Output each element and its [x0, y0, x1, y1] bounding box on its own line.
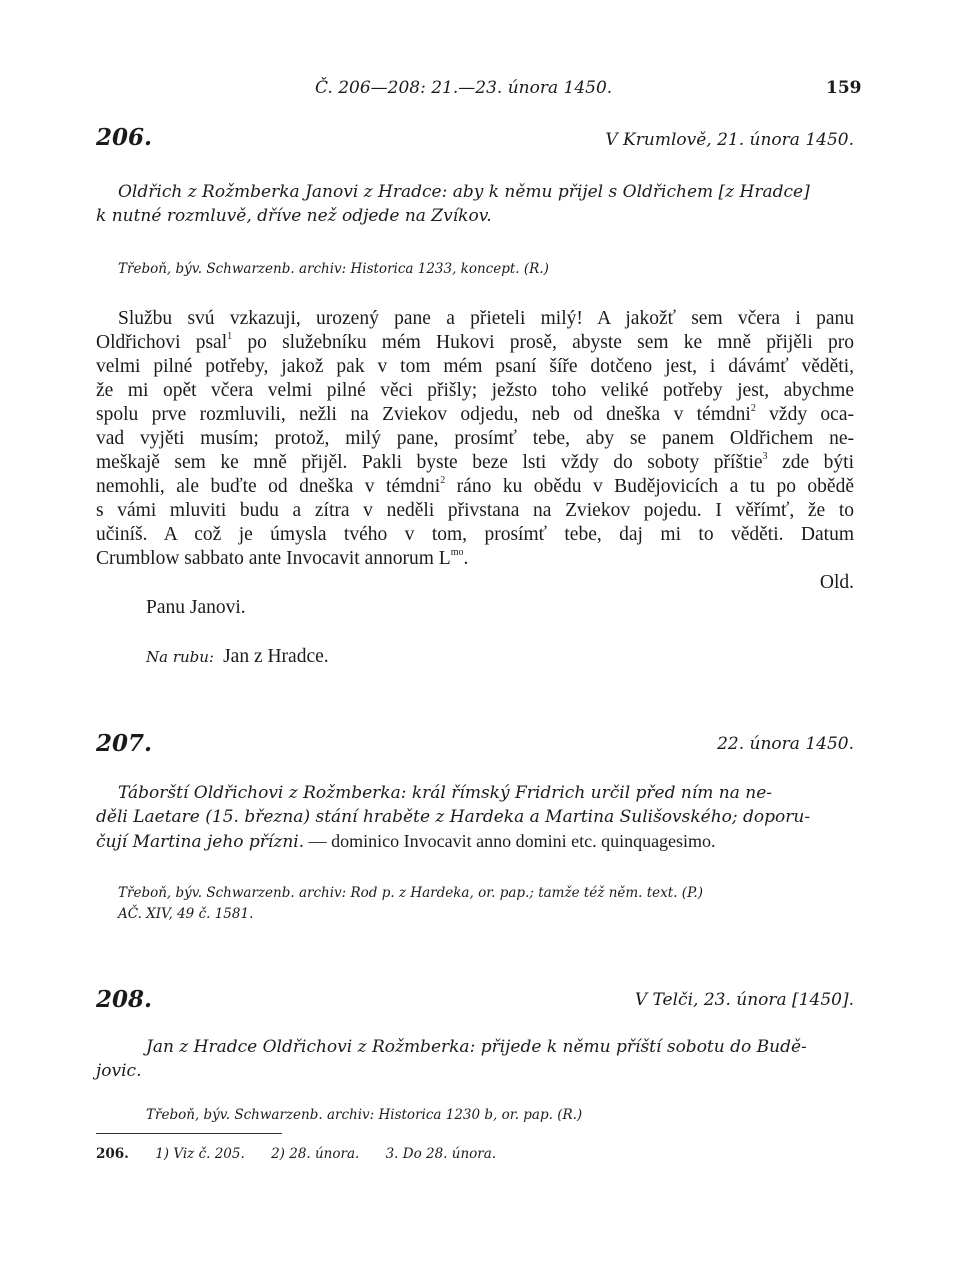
text-line: Oldřichovi psal$^1$ po služebníku mém Hukovi prosě, abyste sem ke mně přijěli pro — [96, 331, 854, 353]
doc-208-source: Třeboň, býv. Schwarzenb. archiv: Historica 1230 b, or. pap. (R.) — [146, 1107, 583, 1123]
footnote-2: 2) 28. února. — [271, 1146, 360, 1162]
doc-207-source-line-1: Třeboň, býv. Schwarzenb. archiv: Rod p. z Hardeka, or. pap.; tamže též něm. text. (P.) — [118, 885, 703, 901]
doc-207-source-line-2: AČ. XIV, 49 č. 1581. — [118, 906, 254, 922]
footnote-ref: 206. — [96, 1146, 129, 1162]
doc-207-number: 207. — [96, 730, 153, 757]
text-line: spolu prve rozmluvili, nežli na Zviekov odjedu, neb od dneška v témdni$^2$ vždy oca- — [96, 403, 854, 425]
text-line: meškajě sem ke mně přijěl. Pakli byste beze lsti vždy do soboty příštie$^3$ zde býti — [96, 451, 854, 473]
text-line: že mi opět včera velmi pilné věci přišly; ježsto toho veliké potřeby jest, abychme — [96, 380, 854, 401]
text-line: velmi pilné potřeby, jakož pak v tom mém psaní šíře dotčeno jest, i dávámť věděti, — [96, 356, 854, 377]
doc-207-regest-line-2: děli Laetare (15. března) stání hraběte z Hardeka a Martina Sulišovského; doporu- — [96, 807, 811, 827]
doc-206-signature: Old. — [819, 572, 854, 593]
text-line: vad vyjěti musím; protož, milý pane, prosímť tebe, aby se panem Oldřichem ne- — [96, 428, 854, 449]
footnote-rule — [96, 1133, 282, 1134]
doc-207-date: 22. února 1450. — [717, 734, 854, 754]
doc-206-place-date: V Krumlově, 21. února 1450. — [605, 130, 854, 150]
text-line: nemohli, ale buďte od dneška v témdni$^2$ ráno ku obědu v Budějovicích a tu po obědě — [96, 475, 854, 497]
footnote-3: 3. Do 28. února. — [385, 1146, 497, 1162]
doc-206-regest-line-1: Oldřich z Rožmberka Janovi z Hradce: aby k němu přijel s Oldřichem [z Hradce] — [118, 182, 810, 202]
doc-206-dorsal — [146, 645, 329, 669]
footnotes — [96, 1146, 518, 1162]
footnote-1: 1) Viz č. 205. — [155, 1146, 245, 1162]
doc-208-regest-line-2: jovic. — [96, 1061, 142, 1081]
doc-206-number: 206. — [96, 124, 153, 151]
doc-207-regest-line-1: Táborští Oldřichovi z Rožmberka: král římský Fridrich určil před ním na ne- — [118, 783, 773, 803]
text-line-last: Crumblow sabbato ante Invocavit annorum $L^{mo}$. — [96, 547, 469, 569]
text-line: s vámi mluviti budu a zítra v neděli přivstana na Zviekov pojedu. I věřímť, že to — [96, 500, 854, 521]
text-line: Službu svú vzkazuji, urozený pane a přieteli milý! A jakožť sem včera i panu — [118, 308, 854, 329]
doc-206-source: Třeboň, býv. Schwarzenb. archiv: Historica 1233, koncept. (R.) — [118, 261, 549, 277]
doc-208-place-date: V Telči, 23. února [1450]. — [634, 990, 854, 1010]
doc-206-regest-line-2: k nutné rozmluvě, dříve než odjede na Zvíkov. — [96, 206, 492, 226]
page-number: 159 — [826, 78, 862, 98]
doc-206-address: Panu Janovi. — [146, 597, 246, 618]
doc-208-regest-line-1: Jan z Hradce Oldřichovi z Rožmberka: přijede k němu příští sobotu do Budě- — [146, 1037, 807, 1057]
doc-207-regest-line-3: čují Martina jeho přízni. — dominico Invocavit anno domini etc. quinquagesimo. — [96, 831, 716, 852]
dorsal-text: Jan z Hradce. — [223, 646, 329, 667]
text-line: učiníš. A což je úmysla tvého v tom, prosímť tebe, daj mi to věděti. Datum — [96, 524, 854, 545]
doc-208-number: 208. — [96, 986, 153, 1013]
running-header: Č. 206—208: 21.—23. února 1450. — [315, 78, 613, 98]
dorsal-label: Na rubu: — [146, 648, 214, 666]
